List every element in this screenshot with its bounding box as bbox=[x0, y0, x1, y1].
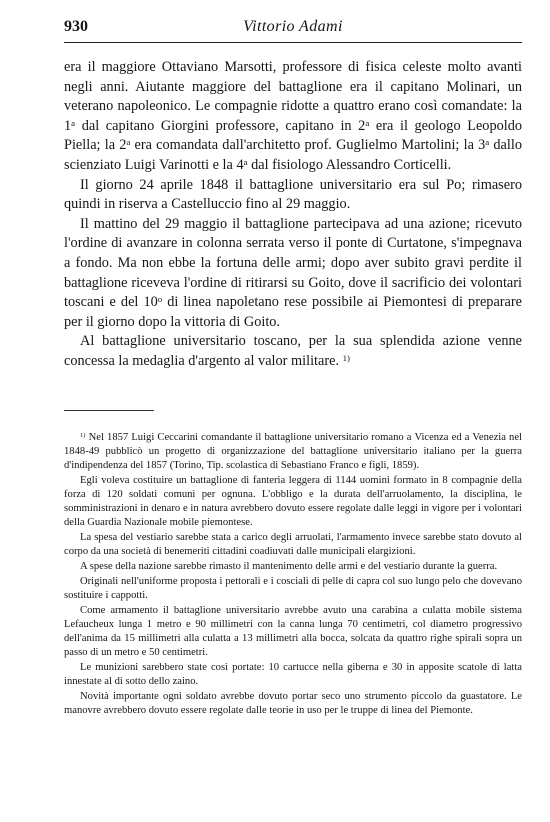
footnote-paragraph: Come armamento il battaglione universitario avrebbe avuto una carabina a culatta mobile sistema Lefaucheux lunga 1 metro e 90 millimetri con la canna lunga 70 centimetri, col diametro progressivo dell'anima da 15 millimetri alla culatta a 13 millimetri alla bocca, solcata da quattro righe spirali sopra un passo di un metro e 50 centimetri. bbox=[64, 605, 522, 658]
footnote-ref[interactable]: 1) bbox=[342, 352, 350, 363]
footnote-paragraph: La spesa del vestiario sarebbe stata a carico degli arruolati, l'armamento invece sarebbe stato dovuto al corpo da una società di benemeriti cittadini coadiuvati dalle municipali elargizioni. bbox=[64, 532, 522, 557]
footnote-1: $^{1)}$ Nel 1857 Luigi Ceccarini comandante il battaglione universitario romano a Vicenza ed a Venezia nel 1848-49 pubblicò un progetto di organizzazione del battaglione universitario italiano per la guerra d'indipendenza del 1857 (Torino, Tip. scolastica di Sebastiano Franco e figli, 1859). bbox=[64, 432, 522, 471]
page-number: 930 bbox=[64, 18, 88, 35]
header-rule bbox=[64, 42, 522, 43]
footnote-separator bbox=[64, 410, 154, 411]
paragraph-3: Il mattino del 29 maggio il battaglione partecipava ad una azione; ricevuto l'ordine di avanzare in colonna serrata verso il ponte di Curtatone, s'impegnava a fondo. Ma non ebbe la fortuna delle armi; dopo aver subito gravi perdite il battaglione riceveva l'ordine di ritirarsi su Goito, dove il sacrificio dei volontari toscani e del 10$^o$ di linea napoletano rese possibile ai Piemontesi di preparare per il giorno dopo la vittoria di Goito. bbox=[64, 215, 523, 330]
footnote-marker: 1) bbox=[80, 432, 86, 440]
footnote-paragraph: Novità importante ogni soldato avrebbe dovuto portar seco uno strumento piccolo da guastatore. Le manovre avrebbero dovuto essere regolate dalle teorie in uso per le truppe di linea del Piemonte. bbox=[64, 691, 522, 716]
footnotes bbox=[64, 431, 522, 719]
footnote-paragraph: Egli voleva costituire un battaglione di fanteria leggera di 1144 uomini formato in 8 compagnie della forza di 120 soldati comuni per ognuna. L'obbligo e la durata dell'arruolamento, la disciplina, le somministrazioni in denaro e in natura avrebbero dovuto essere regolate dalle leggi in vigore per i volontari della Guardia Nazionale mobile piemontese. bbox=[64, 475, 522, 528]
paragraph-4: Al battaglione universitario toscano, per la sua splendida azione venne concessa la medaglia d'argento al valor militare. $^{1)}$ bbox=[64, 333, 522, 369]
page-header bbox=[64, 18, 522, 42]
running-head: Vittorio Adami bbox=[243, 18, 343, 35]
main-text bbox=[64, 58, 522, 372]
footnote-paragraph: Originali nell'uniforme proposta i pettorali e i cosciali di pelle di capra col suo lungo pelo che dovevano sostituire i cappotti. bbox=[64, 576, 522, 601]
paragraph-1: era il maggiore Ottaviano Marsotti, professore di fisica celeste molto avanti negli anni. Aiutante maggiore del battaglione era il capitano Molinari, un veterano napoleonico. Le compagnie ridotte a quattro erano così comandate: la 1$^a$ dal capitano Giorgini professore, capitano in 2$^a$ era il geologo Leopoldo Piella; la 2$^a$ era comandata dall'architetto prof. Guglielmo Martolini; la 3$^a$ dallo scienziato Luigi Varinotti e la 4$^a$ dal fisiologo Alessandro Corticelli. bbox=[64, 59, 523, 173]
footnote-paragraph: Le munizioni sarebbero state così portate: 10 cartucce nella giberna e 30 in apposite scatole di latta innestate al di sotto dello zaino. bbox=[64, 662, 522, 687]
paragraph-2: Il giorno 24 aprile 1848 il battaglione universitario era sul Po; rimasero quindi in riserva a Castelluccio fino al 29 maggio. bbox=[64, 176, 522, 213]
footnote-paragraph: A spese della nazione sarebbe rimasto il mantenimento delle armi e del vestiario durante la guerra. bbox=[80, 561, 498, 572]
